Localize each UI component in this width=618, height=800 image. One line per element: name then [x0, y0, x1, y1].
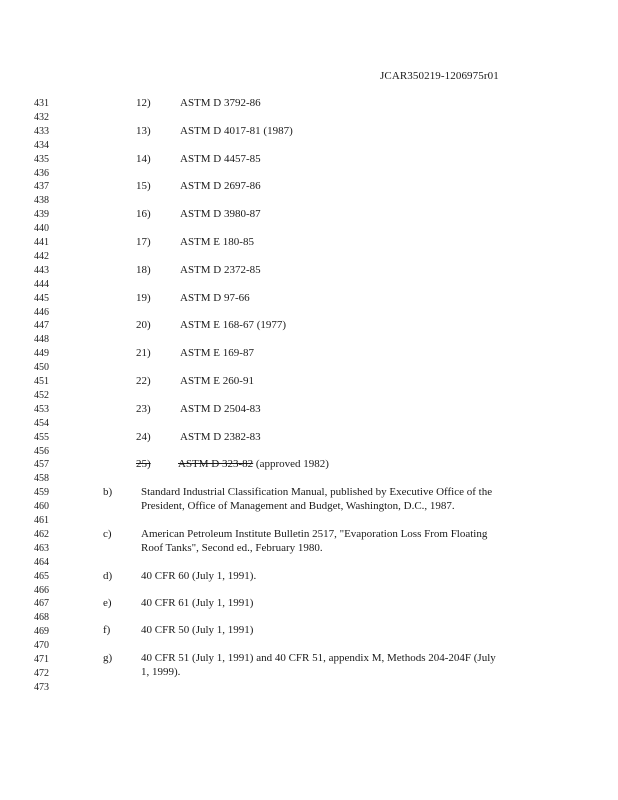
list-item-text-line: 1, 1999).: [141, 665, 181, 678]
struck-citation: ASTM D 323-82: [178, 458, 254, 470]
line-number: 435: [34, 153, 49, 165]
line-number: 444: [34, 278, 49, 290]
line-number: 472: [34, 667, 49, 679]
line-number: 432: [34, 111, 49, 123]
list-item-text: ASTM D 4457-85: [180, 152, 261, 165]
line-number: 438: [34, 195, 49, 207]
line-number: 457: [34, 459, 49, 471]
line-number: 471: [34, 654, 49, 665]
list-item-number: 15): [136, 180, 151, 193]
line-number: 456: [34, 445, 49, 457]
line-number: 468: [34, 612, 49, 624]
list-item-number: 12): [136, 97, 151, 109]
list-item-text: ASTM D 2382-83: [180, 430, 261, 443]
list-item-text: ASTM D 2697-86: [180, 180, 261, 193]
list-item-number: 19): [136, 291, 151, 304]
line-number: 470: [34, 640, 49, 652]
list-item-letter: g): [103, 652, 113, 664]
line-number: 465: [34, 570, 49, 582]
list-item-text-line: American Petroleum Institute Bulletin 2517, "Evaporation Loss From Floating: [141, 528, 488, 540]
list-item-text-line: Standard Industrial Classification Manual, published by Executive Office of the: [141, 486, 493, 498]
struck-item-number: 25): [136, 458, 151, 470]
line-number: 453: [34, 403, 49, 415]
list-item-text: ASTM D 97-66: [180, 291, 250, 304]
line-number: 431: [34, 98, 49, 109]
line-number: 442: [34, 250, 49, 262]
list-item-text: ASTM D 3980-87: [180, 208, 261, 221]
list-item-number: 21): [136, 347, 151, 360]
list-item-number: 16): [136, 208, 151, 221]
list-item-number: 20): [136, 319, 151, 332]
list-item-number: 14): [136, 152, 151, 165]
list-item-number: 23): [136, 402, 151, 415]
list-item-text: ASTM E 260-91: [180, 375, 254, 387]
list-item-number: 17): [136, 236, 151, 248]
list-item-text-line: Roof Tanks", Second ed., February 1980.: [141, 541, 323, 554]
list-item-text: ASTM E 169-87: [180, 347, 254, 360]
line-number: 446: [34, 306, 49, 318]
list-item-text: ASTM E 180-85: [180, 236, 254, 248]
line-number: 460: [34, 501, 49, 513]
list-item-text: ASTM D 2372-85: [180, 263, 261, 276]
list-item-text: ASTM E 168-67 (1977): [180, 319, 287, 332]
list-item-letter: e): [103, 597, 112, 609]
line-number: 462: [34, 528, 49, 540]
line-number: 458: [34, 473, 49, 485]
list-item-letter: c): [103, 528, 112, 540]
document-header-id: JCAR350219-1206975r01: [380, 70, 499, 82]
list-item-number: 18): [136, 263, 151, 276]
list-item-text-line: 40 CFR 60 (July 1, 1991).: [141, 570, 257, 582]
line-number: 463: [34, 542, 49, 554]
line-number: 445: [34, 292, 49, 304]
line-number: 440: [34, 223, 49, 235]
list-item-text-line: President, Office of Management and Budget, Washington, D.C., 1987.: [141, 499, 455, 512]
list-item-text: ASTM D 3792-86: [180, 97, 261, 109]
line-number: 449: [34, 348, 49, 360]
line-number: 448: [34, 334, 49, 346]
list-item-letter: d): [103, 570, 113, 582]
list-item-letter: b): [103, 486, 113, 498]
list-item-number: 24): [136, 430, 151, 443]
line-number: 459: [34, 487, 49, 499]
list-item-text: ASTM D 2504-83: [180, 402, 261, 415]
line-number: 437: [34, 181, 49, 193]
list-item-text-line: 40 CFR 50 (July 1, 1991): [141, 624, 254, 636]
line-number: 434: [34, 139, 49, 151]
line-number: 451: [34, 376, 49, 387]
struck-item-remainder: (approved 1982): [253, 458, 329, 470]
line-number: 461: [34, 515, 49, 526]
line-number: 469: [34, 626, 49, 638]
line-number: 447: [34, 320, 49, 332]
line-number: 436: [34, 167, 49, 179]
line-number: 466: [34, 584, 49, 596]
line-number: 439: [34, 209, 49, 221]
list-item-number: 13): [136, 124, 151, 137]
struck-item-text: [178, 458, 329, 471]
list-item-letter: f): [103, 624, 111, 636]
line-number: 433: [34, 125, 49, 137]
list-item-text-line: 40 CFR 61 (July 1, 1991): [141, 597, 254, 609]
list-item-number: 22): [136, 375, 151, 387]
line-number: 450: [34, 362, 49, 374]
line-number: 455: [34, 431, 49, 443]
line-number: 443: [34, 264, 49, 276]
line-number: 454: [34, 417, 49, 429]
line-number: 441: [34, 237, 49, 248]
list-item-text-line: 40 CFR 51 (July 1, 1991) and 40 CFR 51, appendix M, Methods 204-204F (July: [141, 652, 496, 664]
line-number: 467: [34, 598, 49, 610]
line-number: 464: [34, 556, 49, 568]
line-number: 473: [34, 681, 49, 693]
list-item-text: ASTM D 4017-81 (1987): [180, 124, 293, 137]
line-number: 452: [34, 389, 49, 401]
